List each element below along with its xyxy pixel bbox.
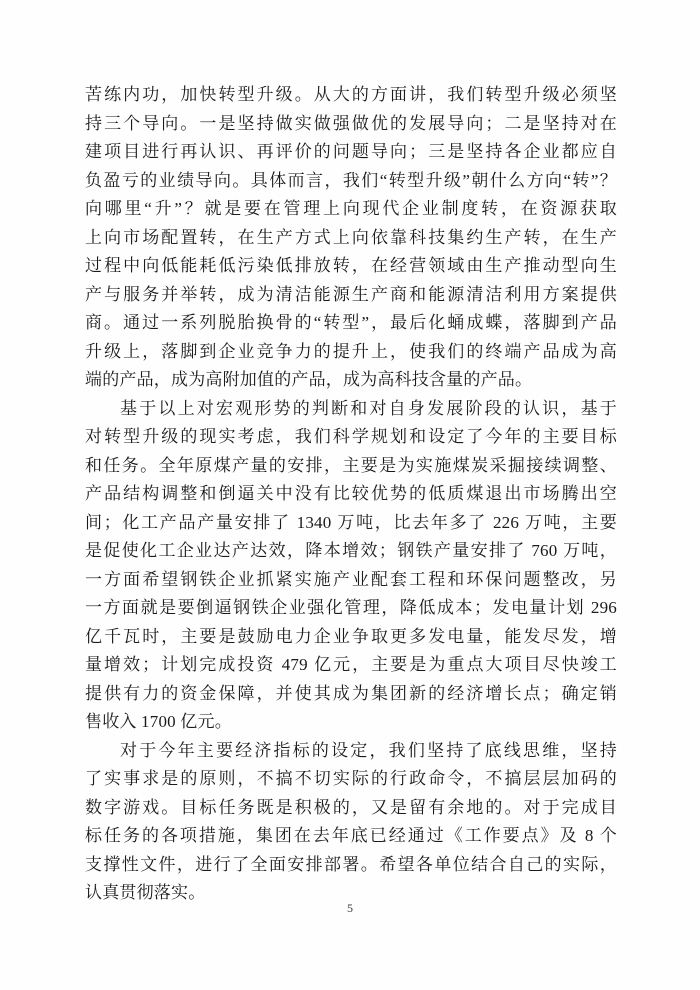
text-line: 上向市场配置转，在生产方式上向依靠科技集约生产转，在生产 xyxy=(85,227,617,247)
text-line: 对转型升级的现实考虑，我们科学规划和设定了今年的主要目标 xyxy=(85,427,617,446)
text-line: 提供有力的资金保障，并使其成为集团新的经济增长点；确定销 xyxy=(85,683,617,703)
text-line: 对于今年主要经济指标的设定，我们坚持了底线思维，坚持 xyxy=(120,740,617,760)
text-line: 苦练内功，加快转型升级。从大的方面讲，我们转型升级必须坚 xyxy=(85,85,617,104)
text-line: 基于以上对宏观形势的判断和对自身发展阶段的认识，基于 xyxy=(120,398,617,418)
text-line: 支撑性文件，进行了全面安排部署。希望各单位结合自己的实际， xyxy=(85,854,617,874)
paragraph xyxy=(85,395,617,737)
text-line: 标任务的各项措施，集团在去年底已经通过《工作要点》及 8 个 xyxy=(85,826,617,845)
paragraph xyxy=(85,737,617,908)
text-line: 持三个导向。一是坚持做实做强做优的发展导向；二是坚持对在 xyxy=(85,113,617,133)
text-line: 商。通过一系列脱胎换骨的“转型”，最后化蛹成蝶，落脚到产品 xyxy=(85,313,617,332)
text-line: 是促使化工企业达产达效，降本增效；钢铁产量安排了 760 万吨， xyxy=(85,541,617,560)
text-line: 数字游戏。目标任务既是积极的，又是留有余地的。对于完成目 xyxy=(85,797,617,817)
text-line: 产品结构调整和倒逼关中没有比较优势的低质煤退出市场腾出空 xyxy=(85,484,617,503)
text-block xyxy=(85,81,617,908)
text-line: 和任务。全年原煤产量的安排，主要是为实施煤炭采掘接续调整、 xyxy=(85,455,617,475)
text-line: 向哪里“升”？就是要在管理上向现代企业制度转，在资源获取 xyxy=(85,199,617,218)
text-line: 负盈亏的业绩导向。具体而言，我们“转型升级”朝什么方向“转”？ xyxy=(85,170,617,190)
text-line: 一方面就是要倒逼钢铁企业强化管理，降低成本；发电量计划 296 xyxy=(85,598,617,617)
text-line: 间；化工产品产量安排了 1340 万吨，比去年多了 226 万吨，主要 xyxy=(85,512,617,532)
text-line: 认真贯彻落实。 xyxy=(85,883,206,902)
text-line: 端的产品，成为高附加值的产品，成为高科技含量的产品。 xyxy=(85,370,533,389)
page-number: 5 xyxy=(347,901,353,915)
text-line: 量增效；计划完成投资 479 亿元，主要是为重点大项目尽快竣工 xyxy=(85,655,617,674)
text-line: 过程中向低能耗低污染低排放转，在经营领域由生产推动型向生 xyxy=(85,256,617,275)
text-line: 一方面希望钢铁企业抓紧实施产业配套工程和环保问题整改，另 xyxy=(85,569,617,589)
text-line: 了实事求是的原则，不搞不切实际的行政命令，不搞层层加码的 xyxy=(85,769,617,788)
text-line: 建项目进行再认识、再评价的问题导向；三是坚持各企业都应自 xyxy=(85,142,617,161)
text-line: 售收入 1700 亿元。 xyxy=(85,712,232,731)
text-line: 升级上，落脚到企业竞争力的提升上，使我们的终端产品成为高 xyxy=(85,341,617,361)
text-line: 亿千瓦时，主要是鼓励电力企业争取更多发电量，能发尽发，增 xyxy=(85,626,617,646)
text-line: 产与服务并举转，成为清洁能源生产商和能源清洁利用方案提供 xyxy=(85,284,617,304)
paragraph xyxy=(85,81,617,395)
